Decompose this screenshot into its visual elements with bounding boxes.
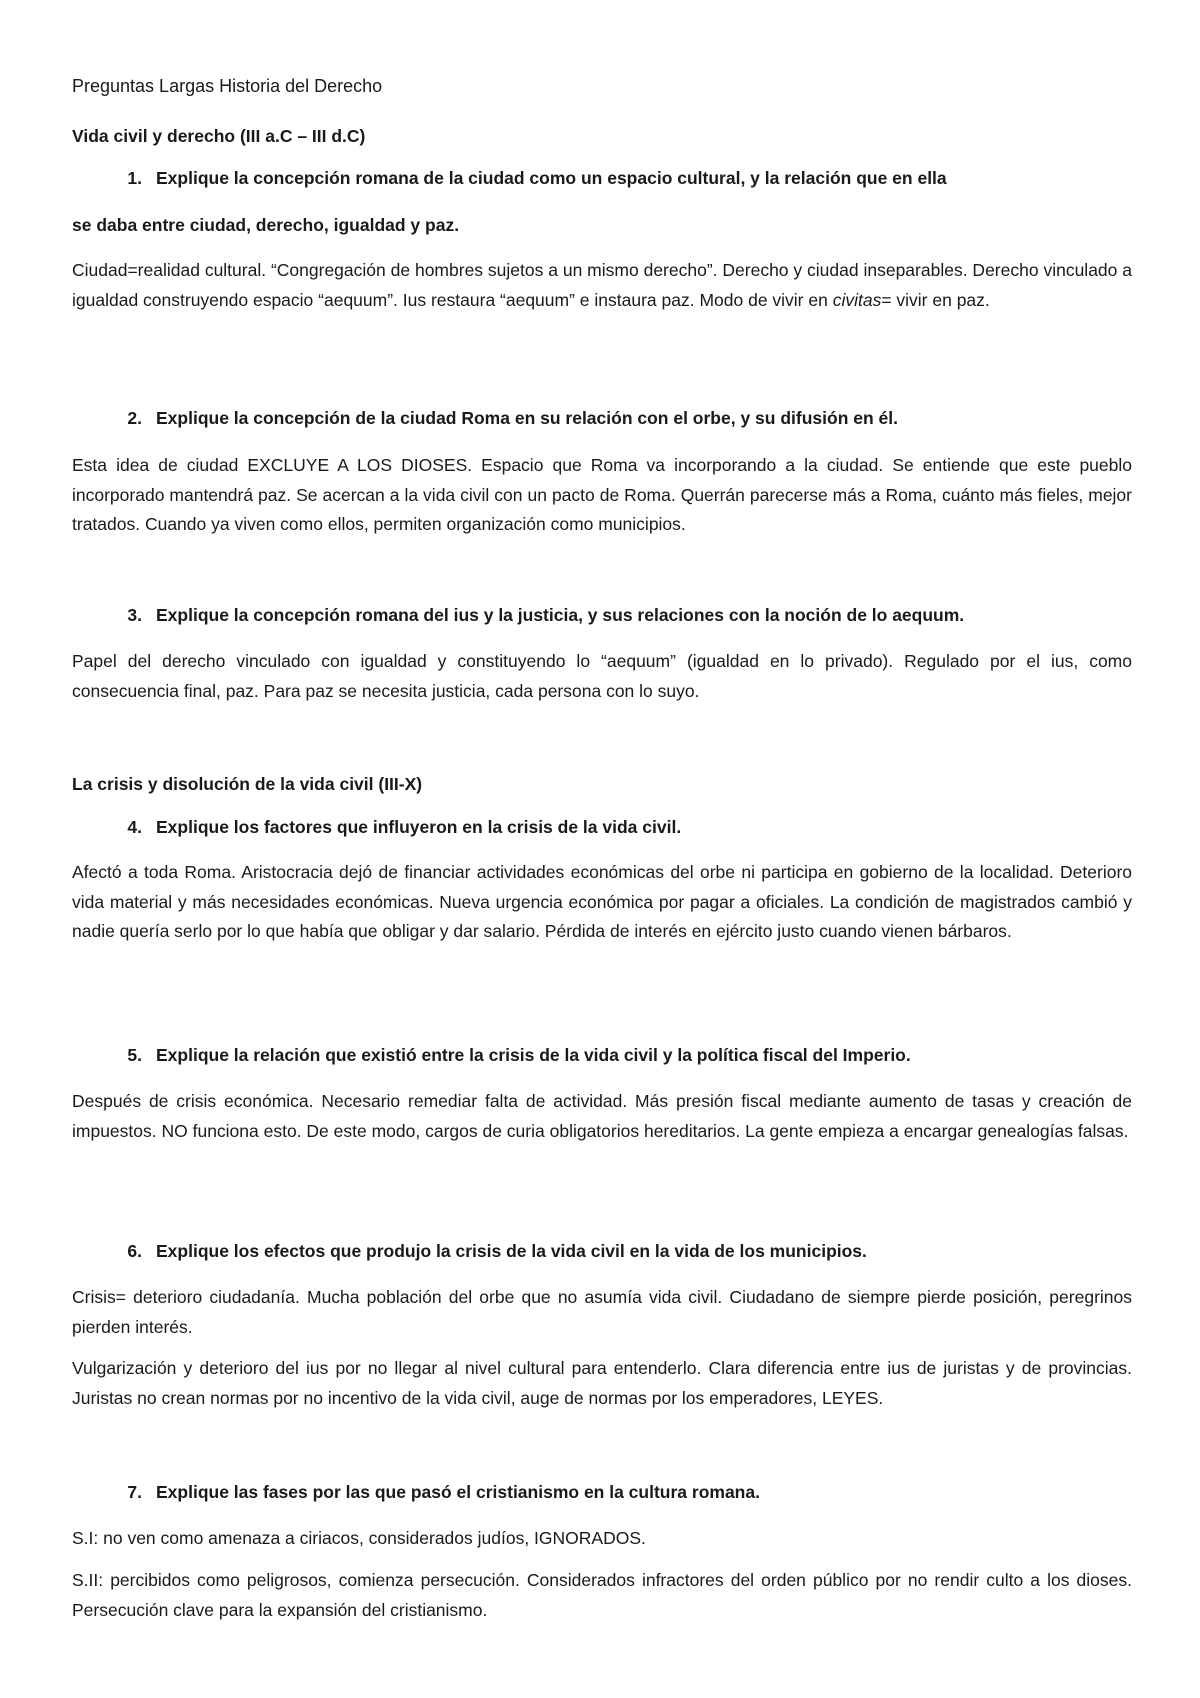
question-number: 6.	[127, 1241, 142, 1261]
question-number: 1.	[127, 168, 142, 188]
question-4	[72, 815, 1132, 839]
question-5	[72, 1043, 1132, 1067]
question-number: 7.	[127, 1482, 142, 1502]
question-3	[72, 603, 1132, 627]
answer-1	[72, 256, 1132, 315]
question-number: 5.	[127, 1045, 142, 1065]
question-1	[72, 166, 1132, 190]
answer-2: Esta idea de ciudad EXCLUYE A LOS DIOSES. Espacio que Roma va incorporando a la ciudad. Se entiende que este pueblo incorporado mantendrá paz. Se acercan a la vida civil con un pacto de Roma. Querrán parecerse más a Roma, cuánto más fieles, mejor tratados. Cuando ya viven como ellos, permiten organización como municipios.	[72, 455, 1132, 534]
answer-4: Afectó a toda Roma. Aristocracia dejó de financiar actividades económicas del orbe ni participa en gobierno de la localidad. Deterioro vida material y más necesidades económicas. Nueva urgencia económica por pagar a oficiales. La condición de magistrados cambió y nadie quería serlo por lo que había que obligar y dar salario. Pérdida de interés en ejército justo cuando vienen bárbaros.	[72, 862, 1132, 941]
question-number: 2.	[127, 408, 142, 428]
question-text: Explique la relación que existió entre la crisis de la vida civil y la política fiscal del Imperio.	[156, 1045, 911, 1065]
answer-7: S.I: no ven como amenaza a ciriacos, considerados judíos, IGNORADOS.	[72, 1528, 646, 1548]
question-text: Explique la concepción romana de la ciudad como un espacio cultural, y la relación que en ella	[156, 168, 947, 188]
question-text: Explique los efectos que produjo la crisis de la vida civil en la vida de los municipios.	[156, 1241, 867, 1261]
document-title: Preguntas Largas Historia del Derecho	[72, 76, 383, 96]
question-7	[72, 1480, 1132, 1504]
question-1-continuation: se daba entre ciudad, derecho, igualdad y paz.	[72, 215, 460, 235]
answer-5: Después de crisis económica. Necesario remediar falta de actividad. Más presión fiscal mediante aumento de tasas y creación de impuestos. NO funciona esto. De este modo, cargos de curia obligatorios hereditarios. La gente empieza a encargar genealogías falsas.	[72, 1091, 1132, 1141]
question-number: 4.	[127, 817, 142, 837]
answer-3: Papel del derecho vinculado con igualdad y constituyendo lo “aequum” (igualdad en lo privado). Regulado por el ius, como consecuencia final, paz. Para paz se necesita justicia, cada persona con lo suyo.	[72, 651, 1132, 701]
question-number: 3.	[127, 605, 142, 625]
question-2	[72, 406, 1132, 430]
question-text: Explique la concepción de la ciudad Roma en su relación con el orbe, y su difusión en él.	[156, 408, 898, 428]
answer-text: Ciudad=realidad cultural. “Congregación de hombres sujetos a un mismo derecho”. Derecho y ciudad inseparables. Derecho vinculado a igualdad construyendo espacio “aequum”. Ius restaura “aequum” e instaura paz. Modo de vivir en	[72, 260, 1132, 310]
question-6	[72, 1239, 1132, 1263]
answer-6-paragraph-2: Vulgarización y deterioro del ius por no llegar al nivel cultural para entenderlo. Clara diferencia entre ius de juristas y de provincias. Juristas no crean normas por no incentivo de la vida civil, auge de normas por los emperadores, LEYES.	[72, 1358, 1132, 1408]
answer-text: = vivir en paz.	[881, 289, 990, 310]
question-text: Explique los factores que influyeron en la crisis de la vida civil.	[156, 817, 682, 837]
section-heading: La crisis y disolución de la vida civil (III-X)	[72, 774, 423, 794]
section-heading: Vida civil y derecho (III a.C – III d.C)	[72, 126, 366, 146]
answer-italic-term: civitas	[832, 289, 882, 310]
question-text: Explique las fases por las que pasó el cristianismo en la cultura romana.	[156, 1482, 760, 1502]
answer-6: Crisis= deterioro ciudadanía. Mucha población del orbe que no asumía vida civil. Ciudadano de siempre pierde posición, peregrinos pierden interés.	[72, 1287, 1132, 1337]
question-text: Explique la concepción romana del ius y la justicia, y sus relaciones con la noción de lo aequum.	[156, 605, 965, 625]
answer-7-paragraph-2: S.II: percibidos como peligrosos, comienza persecución. Considerados infractores del orden público por no rendir culto a los dioses. Persecución clave para la expansión del cristianismo.	[72, 1570, 1132, 1620]
